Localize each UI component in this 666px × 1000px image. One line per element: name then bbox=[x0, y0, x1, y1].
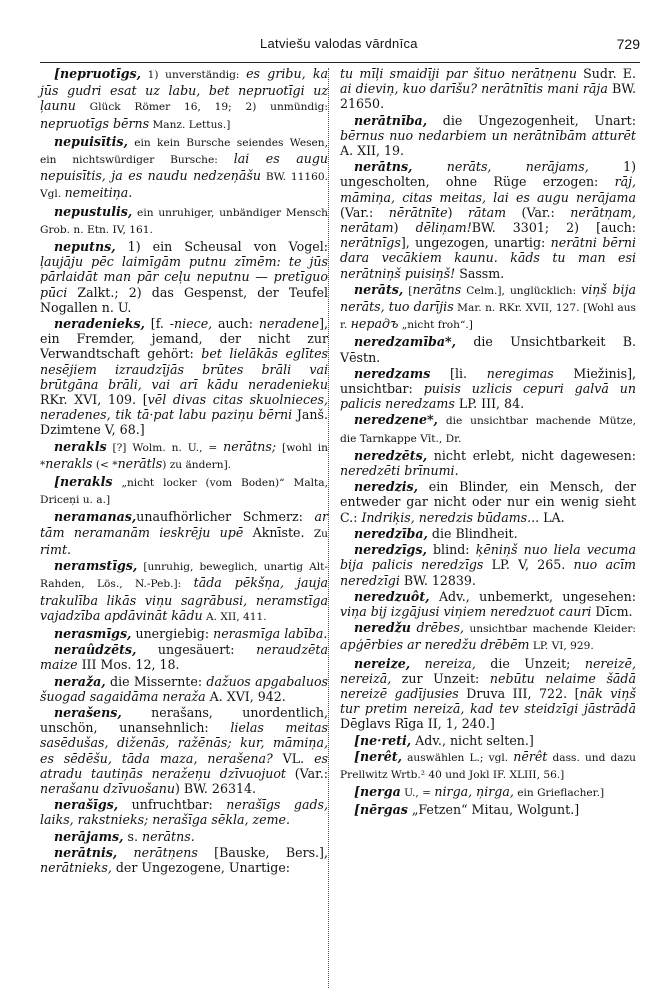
gloss-text: die Unsichtbarkeit B. Vēstn. bbox=[340, 334, 636, 365]
example-text: lai es augu nepuisītis, ja es naudu nedzeņāšu bbox=[40, 151, 329, 184]
entry-headword: neputns, bbox=[54, 239, 116, 255]
gloss-text: [ bbox=[403, 284, 413, 297]
dictionary-entry bbox=[40, 797, 328, 827]
entry-headword: neredzuôt, bbox=[354, 588, 430, 604]
entry-headword: neredžu bbox=[354, 620, 411, 636]
example-text: ļaujāju pēc laimīgām putnu zīmēm: te jūs pārlaidāt man pār ceļu neputnu — pretīguo pūci bbox=[40, 254, 328, 300]
dictionary-entry bbox=[40, 239, 328, 315]
gloss-text: ], ein Fremder, jemand, der nicht zur Verwandtschaft gehört: bbox=[40, 316, 328, 362]
gloss-text: unergiebig: bbox=[131, 625, 214, 641]
gloss-text: Adv., nicht selten.] bbox=[411, 732, 534, 748]
example-text: nemeitiņa. bbox=[64, 185, 133, 201]
example-text: viņa bij izgājusi viņiem neredzuot cauri bbox=[340, 603, 592, 619]
dictionary-entry bbox=[340, 334, 636, 364]
gloss-text: [li. bbox=[430, 365, 487, 381]
gloss-text: Sassm. bbox=[455, 265, 505, 281]
gloss-text: s. bbox=[123, 828, 142, 844]
entry-headword: nepustulis, bbox=[54, 203, 133, 219]
example-text: tu mīļi smaidīji par šituo nerātņenu bbox=[340, 66, 577, 81]
entry-headword: nerāts, bbox=[354, 281, 404, 297]
gloss-text: der Ungezogene, Unartige: bbox=[111, 859, 291, 875]
example-text: nerātls bbox=[117, 455, 163, 471]
gloss-text: auch: bbox=[212, 316, 259, 332]
dictionary-entry bbox=[340, 733, 636, 748]
gloss-text: [f. bbox=[144, 316, 170, 332]
example-text: lielas meitas sasēdušas, diženās, ražēnās; kur, māmiņa, es sēdēšu, tāda maza, nerašena? bbox=[40, 720, 329, 766]
example-text: nerakls bbox=[45, 455, 93, 471]
gloss-text: Druva III, 722. [ bbox=[458, 685, 580, 701]
dictionary-entry bbox=[40, 66, 328, 133]
gloss-text: ) zu ändern]. bbox=[162, 458, 232, 471]
example-text: nērêt bbox=[513, 748, 548, 764]
example-text: es atradu tautiņās neražeņu dzīvuojuot bbox=[40, 750, 328, 781]
entry-headword: nerātnis, bbox=[54, 844, 118, 860]
example-text: dēliņam! bbox=[415, 220, 472, 236]
example-text: nerātnieks, bbox=[40, 859, 112, 875]
example-text: nerātņam, nerātam bbox=[340, 204, 636, 236]
gloss-text: 1) unverständig: bbox=[141, 69, 247, 81]
gloss-text: Janš. Dzimtene V, 68.] bbox=[40, 407, 329, 438]
example-text: es gribu, ka jūs gudri esat uz labu, bet nepruotīgi uz ļaunu bbox=[40, 66, 328, 114]
example-text: vēl divas citas skuolnieces, neradenes, tik tā·pat labu paziņu bērni bbox=[40, 392, 328, 423]
gloss-text: blind: bbox=[426, 542, 476, 558]
gloss-text: 1) ungescholten, ohne Rüge erzogen: bbox=[340, 159, 636, 190]
example-text: nāk viņš tur pretim nereizā, kad tev steidzīgi jāstrādā bbox=[340, 685, 636, 717]
dictionary-entry bbox=[340, 620, 636, 654]
entry-headword: nerašens, bbox=[54, 704, 122, 720]
left-column bbox=[40, 66, 328, 876]
example-text: neraudzēta maize bbox=[40, 642, 328, 673]
entry-headword: [nērgas bbox=[354, 802, 408, 818]
gloss-text: ein Blinder, ein Mensch, der entweder gar nicht oder nur ein wenig sieht C.: bbox=[340, 479, 636, 525]
example-text: nerasmīga labība. bbox=[213, 625, 328, 641]
example-text: rāj, māmiņa, citas meitas, lai es augu nerājama bbox=[340, 174, 636, 205]
gloss-text: ], ungezogen, unartig: bbox=[400, 235, 551, 251]
gloss-text: III Mos. 12, 18. bbox=[77, 657, 180, 673]
entry-headword: neredzis, bbox=[354, 479, 419, 495]
gloss-text: ein Grieflacher.] bbox=[513, 787, 605, 800]
dictionary-entry bbox=[340, 589, 636, 619]
gloss-text bbox=[410, 656, 424, 671]
entry-headword: neramanas, bbox=[54, 509, 137, 525]
gloss-text: „Fetzen“ Mitau, Wolgunt.] bbox=[407, 802, 580, 818]
example-text: -niece, bbox=[169, 316, 213, 332]
gloss-text: A. XII, 19. bbox=[340, 143, 405, 159]
example-text: нерадъ bbox=[350, 316, 399, 332]
gloss-text: Adv., unbemerkt, ungesehen: bbox=[429, 588, 636, 604]
gloss-text: die unsichtbar machende Mütze, die Tarnkappe Vīt., Dr. bbox=[340, 415, 636, 445]
header-rule bbox=[40, 62, 640, 63]
entry-headword: neredzība, bbox=[354, 525, 428, 541]
example-text: nereiza, bbox=[424, 655, 476, 671]
dictionary-entry bbox=[40, 674, 328, 704]
gloss-text: Celm.], unglücklich: bbox=[461, 284, 582, 297]
entry-headword: nerašīgs, bbox=[54, 797, 119, 813]
entry-headword: nereize, bbox=[354, 655, 411, 671]
example-text: nerātni bērni dara vecākiem kaunu. kāds tu man esi nerātniņš puisiņš! bbox=[340, 235, 636, 281]
gloss-text: zur Unzeit: bbox=[391, 670, 490, 686]
entry-headword: nerātns, bbox=[354, 159, 413, 175]
gloss-text: Zu bbox=[313, 527, 328, 540]
entry-headword: [nerga bbox=[354, 784, 401, 800]
gloss-text: Manz. Lettus.] bbox=[149, 118, 231, 131]
dictionary-entry bbox=[340, 479, 636, 525]
example-text: neregimas bbox=[486, 365, 554, 381]
example-text: nerātns bbox=[412, 281, 462, 297]
gloss-text: RKr. XVI, 109. [ bbox=[40, 392, 148, 408]
dictionary-entry bbox=[40, 509, 328, 557]
gloss-text: (< * bbox=[92, 458, 118, 471]
entry-headword: nerājams, bbox=[54, 828, 124, 844]
gloss-text: ein kein Bursche seiendes Wesen, ein nichtswürdiger Bursche: bbox=[40, 136, 328, 167]
dictionary-entry bbox=[340, 66, 636, 112]
entry-headword: nerātnība, bbox=[354, 112, 428, 128]
dictionary-entry bbox=[340, 526, 636, 541]
dictionary-entry bbox=[340, 282, 636, 334]
gloss-text: ungesäuert: bbox=[136, 642, 257, 658]
example-text: nerašanu dzīvuošanu bbox=[40, 780, 176, 796]
gloss-text: nicht erlebt, nicht dagewesen: bbox=[427, 447, 636, 463]
example-text: dažuos apgabaluos šuogad sagaidāma neraža bbox=[40, 673, 328, 704]
dictionary-entry bbox=[40, 134, 328, 203]
example-text: nerātnīgs bbox=[340, 235, 401, 251]
gloss-text: dass. und dazu Prellwitz Wrtb.² 40 und Jokl IF. XLIII, 56.] bbox=[340, 751, 636, 781]
dictionary-entry bbox=[340, 656, 636, 732]
gloss-text: die Blindheit. bbox=[427, 525, 518, 541]
example-text: tāda pēkšņa, jauja trakulība likās viņu sagrābusi, neramstīga vajadzība apdāvināt kādu bbox=[40, 575, 328, 623]
dictionary-entry bbox=[340, 802, 636, 817]
gloss-text: Zalkt.; 2) das Gespenst, der Teufel Nogallen n. U. bbox=[40, 284, 328, 315]
gloss-text: BW. 3301; 2) [auch: bbox=[471, 220, 637, 236]
gloss-text: A. XVI, 942. bbox=[205, 688, 286, 704]
dictionary-entry bbox=[40, 829, 328, 844]
example-text: nerātns; bbox=[223, 438, 277, 454]
example-text: nepruotīgs bērns bbox=[40, 115, 150, 131]
gloss-text: Aknīste. bbox=[243, 524, 314, 540]
dictionary-entry bbox=[40, 845, 328, 875]
gloss-text: VL. bbox=[272, 750, 315, 766]
gloss-text: BW. 21650. bbox=[340, 81, 636, 112]
gloss-text: [?] Wolm. n. U., = bbox=[106, 441, 224, 454]
dictionary-entry bbox=[340, 784, 636, 801]
gloss-text: Mar. n. RKr. XVII, 127. [Wohl aus r. bbox=[340, 302, 636, 332]
dictionary-entry bbox=[340, 366, 636, 412]
example-text: rātam bbox=[467, 204, 507, 220]
gloss-text: (Var.: bbox=[286, 765, 328, 781]
gloss-text: U., = bbox=[400, 787, 435, 800]
example-text: ar tām neramanām ieskrēju upē bbox=[40, 509, 328, 540]
gloss-text: „nicht froh“.] bbox=[398, 319, 473, 332]
example-text: nerašīgs gads, laiks, rakstnieks; nerašīga sēkla, zeme. bbox=[40, 797, 328, 828]
dictionary-entry bbox=[340, 448, 636, 478]
gloss-text: unsichtbar machende Kleider: bbox=[463, 623, 636, 636]
dictionary-entry bbox=[340, 113, 636, 159]
gloss-text: LP. III, 84. bbox=[454, 396, 525, 412]
example-text: bet lielākās eglītes nesējiem izraudzījās brūtes brāli vai brūtgāna brāli, vai arī kādu neradenieku bbox=[40, 346, 328, 392]
dictionary-entry bbox=[40, 474, 328, 508]
gloss-text: LA. bbox=[539, 509, 565, 525]
dictionary-entry bbox=[340, 159, 636, 281]
entry-headword: neredzēts, bbox=[354, 447, 428, 463]
gloss-text: [Bauske, Bers.], bbox=[197, 844, 328, 860]
gloss-text bbox=[412, 159, 446, 174]
example-text: ķēniņš nuo liela vecuma bija palicis neredzīgs bbox=[340, 542, 636, 573]
gloss-text: (Var.: bbox=[506, 204, 571, 220]
entry-headword: nerakls bbox=[54, 438, 107, 454]
example-text: nērātnīte bbox=[388, 204, 448, 220]
dictionary-entry bbox=[340, 749, 636, 783]
example-text: nerātns. bbox=[141, 828, 195, 844]
entry-headword: [ne·reti, bbox=[354, 732, 412, 748]
example-text: neradene bbox=[258, 316, 320, 332]
gloss-text: Glück Römer 16, 19; 2) unmündig: bbox=[75, 101, 328, 114]
entry-headword: neredzīgs, bbox=[354, 542, 427, 558]
gloss-text: die Ungezogenheit, Unart: bbox=[427, 112, 636, 128]
entry-headword: neramstīgs, bbox=[54, 558, 138, 574]
example-text: rimt. bbox=[40, 541, 72, 557]
running-title: Latviešu valodas vārdnīca bbox=[260, 36, 418, 51]
example-text: drēbes, bbox=[416, 620, 464, 636]
gloss-text: „nicht locker (vom Boden)“ Malta, Driceņi u. a.] bbox=[40, 477, 328, 507]
gloss-text: BW. 12839. bbox=[399, 572, 476, 588]
entry-headword: neredzamība*, bbox=[354, 334, 456, 350]
gloss-text: unfruchtbar: bbox=[118, 797, 227, 813]
entry-headword: [nerakls bbox=[54, 474, 113, 490]
gloss-text: BW. 11160. Vgl. bbox=[40, 171, 328, 201]
example-text: viņš bija nerāts, tuo darījis bbox=[340, 281, 636, 315]
entry-headword: [nerêt, bbox=[354, 748, 402, 764]
gloss-text: Dēglavs Rīga II, 1, 240.] bbox=[340, 716, 495, 732]
example-text: nebūtu nelaime šādā nereizē gadījusies bbox=[340, 670, 637, 701]
gloss-text: unaufhörlicher Schmerz: bbox=[136, 509, 315, 525]
entry-headword: neraûdzēts, bbox=[54, 642, 137, 658]
dictionary-entry bbox=[340, 412, 636, 446]
page-number: 729 bbox=[616, 36, 640, 52]
entry-headword: neredzene*, bbox=[354, 412, 438, 428]
gloss-text: 1) ein Scheusal von Vogel: bbox=[115, 239, 328, 255]
example-text: nirga, ņirga, bbox=[434, 784, 514, 800]
dictionary-entry bbox=[40, 316, 328, 438]
gloss-text: nerašans, unordentlich, unschön, unansehnlich: bbox=[40, 704, 328, 736]
example-text: nerātņens bbox=[133, 844, 198, 860]
right-column bbox=[340, 66, 636, 819]
gloss-text: auswählen L.; vgl. bbox=[401, 751, 514, 764]
gloss-text: Dīcm. bbox=[591, 603, 633, 619]
example-text: nerāts, nerājams, bbox=[446, 159, 589, 175]
gloss-text bbox=[117, 845, 133, 860]
example-text: puisis uzlicis cepuri galvā un palicis neredzams bbox=[340, 381, 636, 412]
gloss-text: (Var.: bbox=[340, 204, 389, 220]
gloss-text: die Unzeit; bbox=[475, 655, 585, 671]
gloss-text: ) bbox=[447, 204, 468, 220]
entry-headword: neradenieks, bbox=[54, 316, 145, 332]
entry-headword: [nepruotīgs, bbox=[54, 66, 142, 81]
gloss-text: ein unruhiger, unbändiger Mensch Grob. n. Etn. IV, 161. bbox=[40, 206, 328, 236]
dictionary-entry bbox=[40, 439, 328, 473]
dictionary-entry bbox=[40, 705, 328, 796]
gloss-text: LP. V, 265. bbox=[483, 557, 574, 573]
example-text: ai dieviņ, kuo darīšu? nerātnītis mani rāja bbox=[340, 81, 608, 97]
example-text: apģērbies ar neredžu drēbēm bbox=[340, 637, 530, 653]
gloss-text: Miežinis], unsichtbar: bbox=[340, 365, 636, 397]
dictionary-entry bbox=[40, 558, 328, 625]
gloss-text: LP. VI, 929. bbox=[529, 640, 594, 653]
gloss-text: [unruhig, beweglich, unartig Alt-Rahden, Lös., N.-Peb.]: bbox=[40, 561, 328, 591]
gloss-text: ) BW. 26314. bbox=[175, 780, 257, 796]
example-text: Indriķis, neredzis būdams... bbox=[361, 509, 540, 525]
gloss-text: [wohl in * bbox=[40, 441, 328, 471]
entry-headword: nerasmīgs, bbox=[54, 625, 132, 641]
gloss-text: ) bbox=[393, 220, 416, 236]
entry-headword: neredzams bbox=[354, 365, 431, 381]
example-text: nuo acīm neredzīgi bbox=[340, 557, 636, 588]
gloss-text: die Missernte: bbox=[105, 673, 207, 689]
example-text: neredzēti brīnumi. bbox=[340, 463, 459, 479]
dictionary-entry bbox=[40, 204, 328, 238]
page-header bbox=[40, 36, 640, 58]
gloss-text: A. XII, 411. bbox=[202, 610, 267, 623]
entry-headword: neraža, bbox=[54, 673, 106, 689]
column-divider bbox=[328, 68, 329, 988]
example-text: bērnus nuo nedarbiem un nerātnībām atturēt bbox=[340, 127, 636, 143]
gloss-text: Sudr. E. bbox=[576, 66, 636, 81]
entry-headword: nepuisītis, bbox=[54, 133, 128, 149]
dictionary-entry bbox=[40, 626, 328, 641]
dictionary-entry bbox=[340, 542, 636, 588]
example-text: nereizē, nereizā, bbox=[340, 655, 636, 686]
dictionary-entry bbox=[40, 642, 328, 672]
